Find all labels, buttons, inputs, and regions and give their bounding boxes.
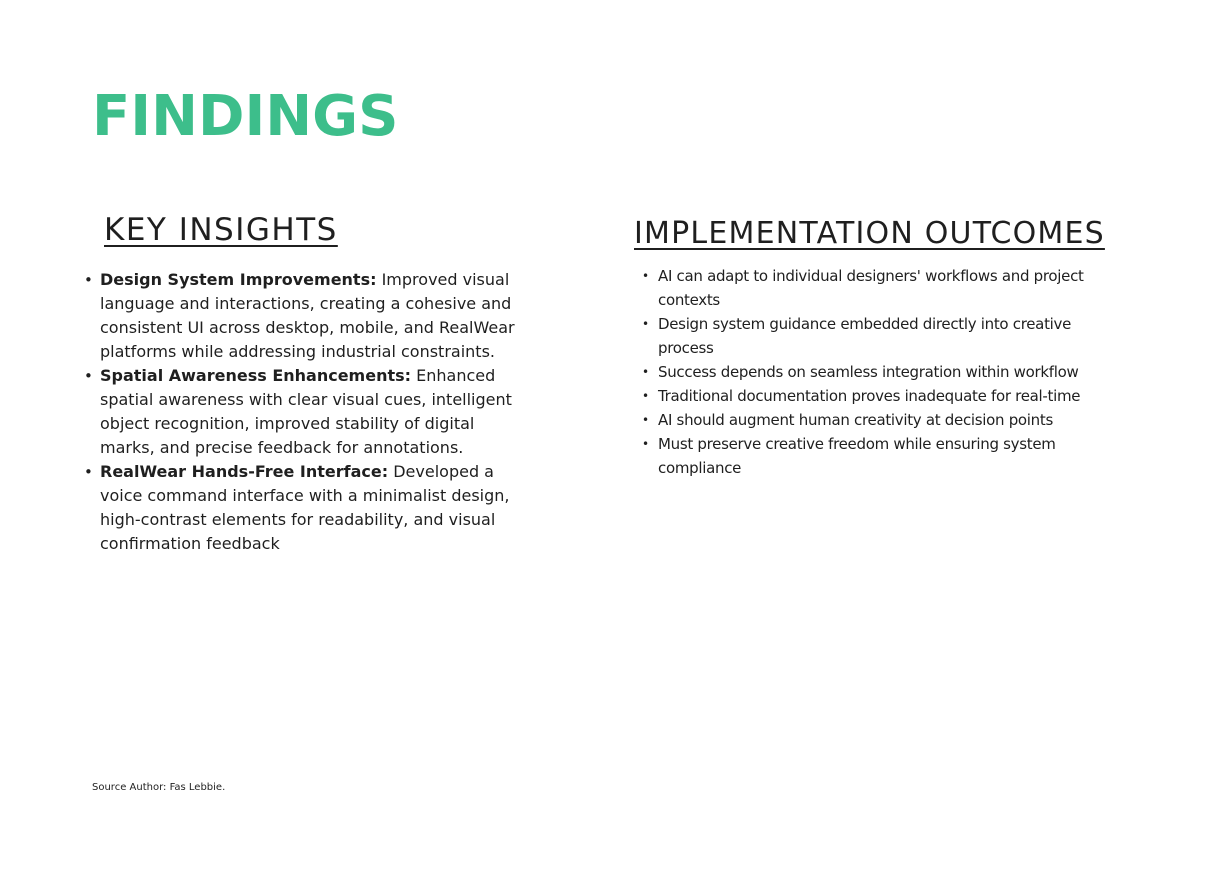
insight-text: Enhanced spatial awareness with clear visual cues, intelligent object recognition, improved stability of digital marks, and precise feedback for annotations. <box>100 366 512 457</box>
list-item: • AI can adapt to individual designers' workflows and project contexts <box>642 264 1102 312</box>
list-item: • Success depends on seamless integration within workflow <box>642 360 1102 384</box>
insight-label: Design System Improvements: <box>100 270 377 289</box>
source-attribution: Source Author: Fas Lebbie. <box>92 782 226 793</box>
implementation-outcomes-list <box>642 264 1102 480</box>
insight-label: Spatial Awareness Enhancements: <box>100 366 412 385</box>
key-insights-list <box>84 268 534 556</box>
list-item: • Must preserve creative freedom while ensuring system compliance <box>642 432 1102 480</box>
insight-text: Improved visual language and interactions, creating a cohesive and consistent UI across desktop, mobile, and RealWear platforms while addressing industrial constraints. <box>100 270 515 361</box>
implementation-outcomes-heading: IMPLEMENTATION OUTCOMES <box>634 216 1105 251</box>
key-insights-heading: KEY INSIGHTS <box>104 212 338 248</box>
list-item: • AI should augment human creativity at decision points <box>642 408 1102 432</box>
list-item: • Traditional documentation proves inadequate for real-time <box>642 384 1102 408</box>
list-item: • Design system guidance embedded directly into creative process <box>642 312 1102 360</box>
list-item <box>84 268 534 364</box>
list-item <box>84 364 534 460</box>
list-item <box>84 460 534 556</box>
insight-text: Developed a voice command interface with a minimalist design, high-contrast elements for readability, and visual confirmation feedback <box>100 462 510 553</box>
page-title: FINDINGS <box>92 84 399 149</box>
insight-label: RealWear Hands-Free Interface: <box>100 462 389 481</box>
